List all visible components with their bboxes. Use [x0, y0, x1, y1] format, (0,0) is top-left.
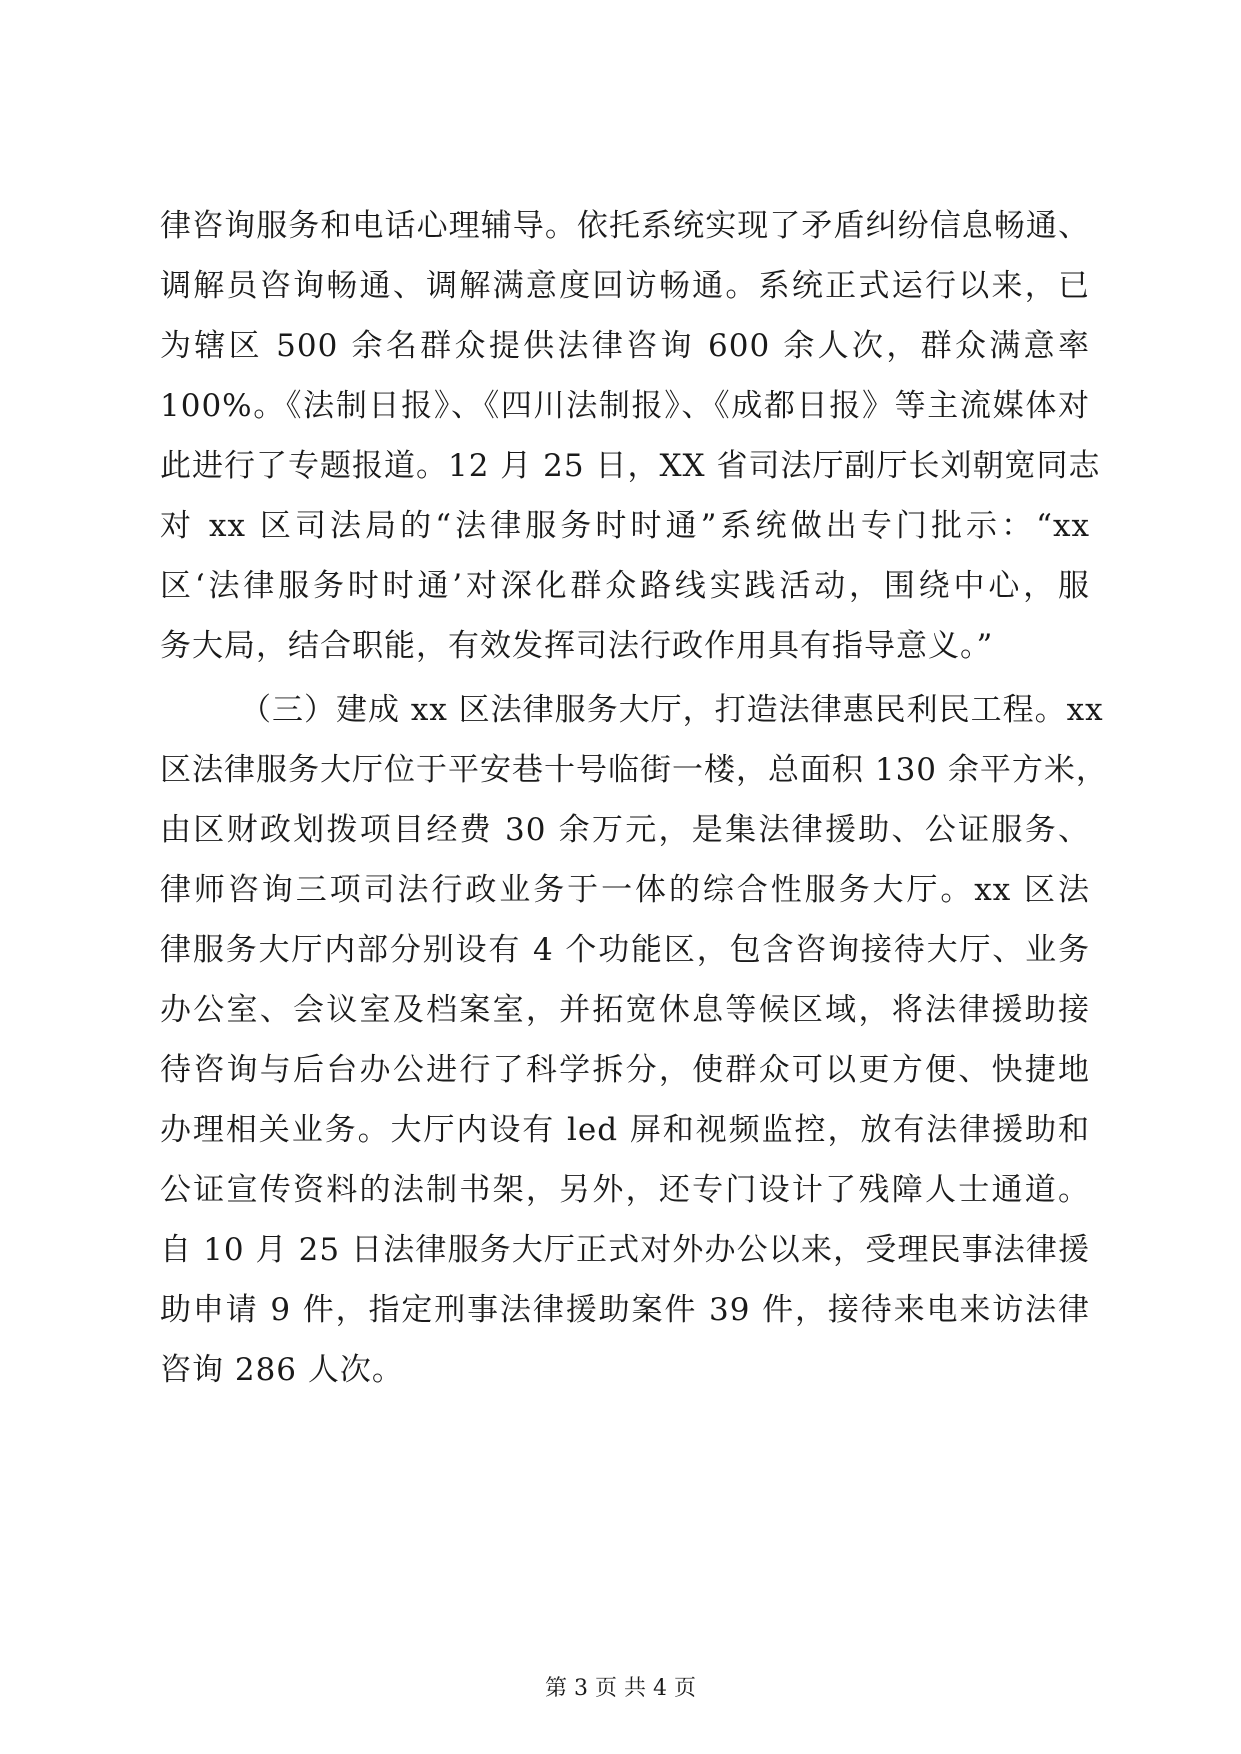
body-line: 区法律服务大厅位于平安巷十号临街一楼，总面积 130 余平方米， [160, 752, 1108, 788]
body-line: 自 10 月 25 日法律服务大厅正式对外办公以来，受理民事法律援 [160, 1232, 1090, 1268]
body-line: 由区财政划拨项目经费 30 余万元，是集法律援助、公证服务、 [160, 812, 1090, 848]
body-line: 律师咨询三项司法行政业务于一体的综合性服务大厅。xx 区法 [160, 872, 1090, 908]
section-heading-line: （三）建成 xx 区法律服务大厅，打造法律惠民利民工程。xx [240, 692, 1104, 728]
body-line: 助申请 9 件，指定刑事法律援助案件 39 件，接待来电来访法律 [160, 1292, 1090, 1328]
body-line: 对 xx 区司法局的“法律服务时时通”系统做出专门批示：“xx [160, 508, 1090, 544]
body-line: 待咨询与后台办公进行了科学拆分，使群众可以更方便、快捷地 [160, 1052, 1090, 1088]
body-line: 办公室、会议室及档案室，并拓宽休息等候区域，将法律援助接 [160, 992, 1090, 1028]
body-line: 100%。《法制日报》、《四川法制报》、《成都日报》等主流媒体对 [160, 388, 1090, 424]
body-line: 律咨询服务和电话心理辅导。依托系统实现了矛盾纠纷信息畅通、 [160, 208, 1090, 244]
page-number-footer: 第 3 页 共 4 页 [545, 1676, 696, 1701]
body-line: 咨询 286 人次。 [160, 1352, 404, 1388]
body-line: 办理相关业务。大厅内设有 led 屏和视频监控，放有法律援助和 [160, 1112, 1090, 1148]
body-line: 为辖区 500 余名群众提供法律咨询 600 余人次，群众满意率 [160, 328, 1090, 364]
body-line: 区‘法律服务时时通’对深化群众路线实践活动，围绕中心，服 [160, 568, 1090, 604]
body-line: 调解员咨询畅通、调解满意度回访畅通。系统正式运行以来，已 [160, 268, 1090, 304]
body-line: 公证宣传资料的法制书架，另外，还专门设计了残障人士通道。 [160, 1172, 1090, 1208]
body-line: 务大局，结合职能，有效发挥司法行政作用具有指导意义。” [160, 628, 994, 664]
body-line: 律服务大厅内部分别设有 4 个功能区，包含咨询接待大厅、业务 [160, 932, 1090, 968]
body-line: 此进行了专题报道。12 月 25 日，XX 省司法厅副厅长刘朝宽同志 [160, 448, 1101, 484]
